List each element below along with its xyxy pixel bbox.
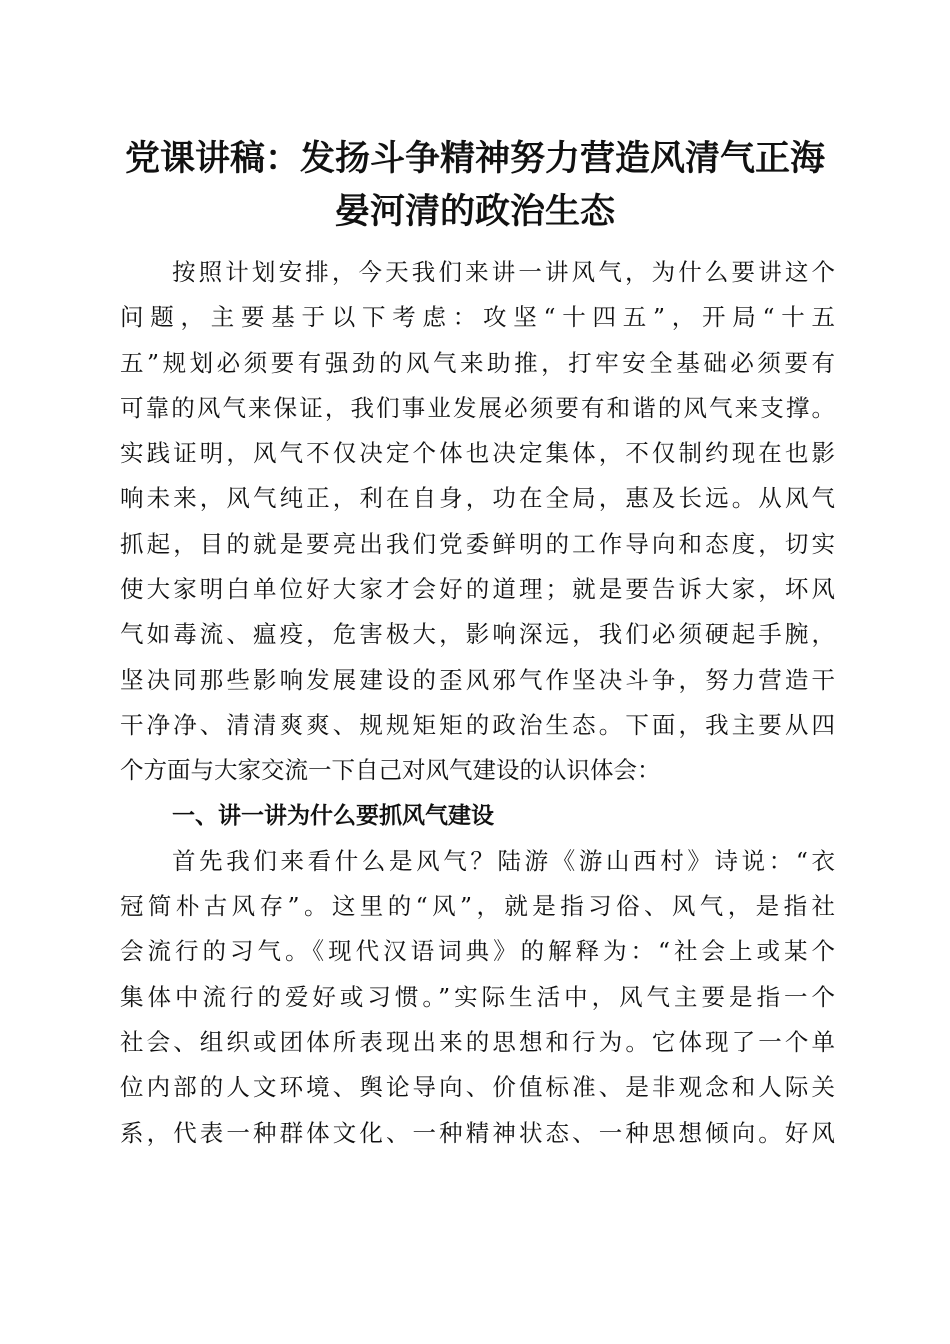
title-line-1: 党课讲稿：发扬斗争精神努力营造风清气正海 [124,138,825,179]
paragraph-line: 响未来，风气纯正，利在自身，功在全局，惠及长远。从风气 [120,484,835,513]
document-body [120,250,835,1156]
paragraph-line: 气如毒流、瘟疫，危害极大，影响深远，我们必须硬起手腕， [120,620,835,649]
paragraph-line: 首先我们来看什么是风气？陆游《游山西村》诗说：“衣 [172,846,835,875]
paragraph-line: 可靠的风气来保证，我们事业发展必须要有和谐的风气来支撑。 [120,393,835,422]
paragraph-line: 抓起，目的就是要亮出我们党委鲜明的工作导向和态度，切实 [120,529,835,558]
paragraph-line: 社会、组织或团体所表现出来的思想和行为。它体现了一个单 [120,1028,835,1057]
paragraph-line: 位内部的人文环境、舆论导向、价值标准、是非观念和人际关 [120,1073,835,1102]
paragraph-line: 系，代表一种群体文化、一种精神状态、一种思想倾向。好风 [120,1118,835,1147]
paragraph-2 [120,839,835,1156]
document-title [110,132,840,238]
paragraph-line: 使大家明白单位好大家才会好的道理；就是要告诉大家，坏风 [120,575,835,604]
paragraph-line: 集体中流行的爱好或习惯。”实际生活中，风气主要是指一个 [120,982,835,1011]
paragraph-line: 坚决同那些影响发展建设的歪风邪气作坚决斗争，努力营造干 [120,665,835,694]
paragraph-line: 按照计划安排，今天我们来讲一讲风气，为什么要讲这个 [172,258,835,286]
paragraph-line: 个方面与大家交流一下自己对风气建设的认识体会： [120,756,661,785]
paragraph-line: 问题，主要基于以下考虑：攻坚“十四五”，开局“十五 [120,303,835,332]
paragraph-line: 实践证明，风气不仅决定个体也决定集体，不仅制约现在也影 [120,439,835,468]
paragraph-1 [120,250,835,794]
section-heading-1: 一、讲一讲为什么要抓风气建设 [172,802,494,829]
paragraph-line: 干净净、清清爽爽、规规矩矩的政治生态。下面，我主要从四 [120,710,835,739]
paragraph-line: 会流行的习气。《现代汉语词典》的解释为：“社会上或某个 [120,937,835,966]
title-line-2: 晏河清的政治生态 [334,191,615,232]
paragraph-line: 冠简朴古风存”。这里的“风”，就是指习俗、风气，是指社 [120,892,835,921]
paragraph-line: 五”规划必须要有强劲的风气来助推，打牢安全基础必须要有 [120,348,835,377]
